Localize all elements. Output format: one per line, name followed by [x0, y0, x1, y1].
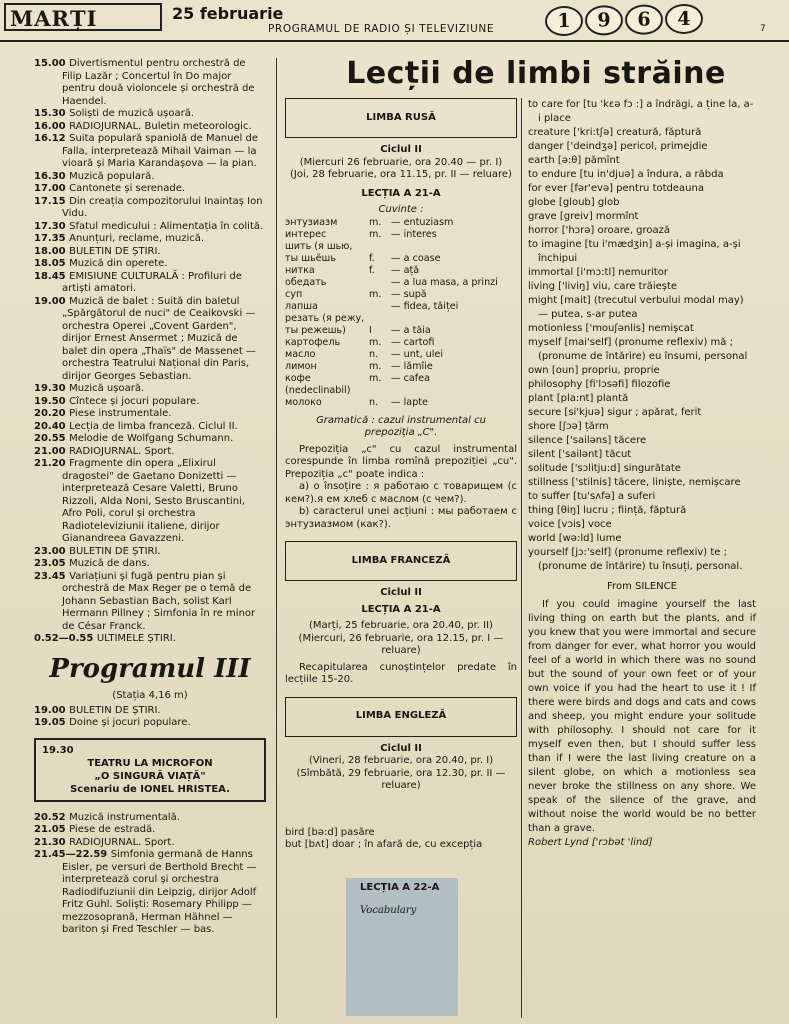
program-title: PROGRAMUL DE RADIO ȘI TELEVIZIUNE: [268, 23, 495, 35]
schedule-text: Piese de estradă.: [69, 824, 156, 835]
theatre-line: TEATRU LA MICROFON: [87, 757, 213, 769]
russian-cycle: Ciclul II: [380, 144, 422, 155]
vocab-cell: — a tăia: [391, 324, 431, 336]
french-schedule-rerun: (Miercuri, 26 februarie, ora 12.15, pr. I — reluare): [298, 632, 504, 656]
year-digit: 6: [625, 4, 664, 35]
schedule-entry: [34, 633, 266, 646]
schedule-time: 0.52—0.55: [34, 633, 97, 644]
schedule-time: 19.00: [34, 704, 70, 716]
vocab-cell: — cartofi: [391, 336, 435, 348]
schedule-text: Cîntece și jocuri populare.: [69, 395, 200, 407]
vocab-row: [285, 229, 517, 241]
schedule-entry: [34, 849, 266, 937]
french-cycle: Ciclul II: [380, 587, 422, 598]
vocab-row: [285, 349, 517, 361]
english-header: LIMBA ENGLEZĂ: [285, 697, 517, 737]
vocab-entry: for ever [fər'evə] pentru totdeauna: [528, 183, 704, 194]
schedule-entry: [34, 837, 266, 850]
vocab-cell: ты шьёшь: [285, 252, 336, 264]
vocab-cell: m.: [369, 288, 382, 300]
vocab-row: [285, 301, 517, 313]
vocab-cell: — cafea: [391, 372, 430, 384]
vocab-entry: to suffer [tu'sʌfə] a suferi: [528, 491, 656, 502]
vocab-cell: m.: [369, 360, 382, 372]
program-three-station: (Stația 4,16 m): [112, 689, 188, 701]
schedule-text: Suita populară spaniolă de Manuel de Falla, interpretează Mihail Vaiman — la vioară și Maria Karandașova — la pian.: [62, 133, 259, 169]
schedule-text: Piese instrumentale.: [69, 408, 172, 419]
vocab-entry: to imagine [tu i'mædʒin] a-și imagina, a-și închipui: [528, 239, 741, 264]
vocab-cell: резать (я режу,: [285, 312, 365, 324]
schedule-entry: [34, 171, 266, 184]
radio-schedule-column: [34, 58, 266, 937]
schedule-entry: [34, 558, 266, 571]
schedule-entry: [34, 458, 266, 546]
vocab-entry: bird [bə:d] pasăre: [285, 826, 375, 838]
vocab-entry: to care for [tu 'kɛə fɔ :] a îndrăgi, a ține la, a-i place: [528, 99, 754, 124]
vocab-row: [285, 373, 517, 397]
vocab-entry: immortal [i'mɔ:tl] nemuritor: [528, 267, 668, 278]
schedule-text: Muzică de balet : Suită din baletul „Spărgătorul de nuci" de Ceaikovski — orchestra Operei „Covent Garden", dirijor Ernest Ansermet ; Muzică de balet din opera „Thaïs" de Massenet — orchestra Teatrului Național din Paris, dirijor Georges Sebastian.: [62, 295, 256, 382]
vocab-cell: молоко: [285, 396, 322, 408]
schedule-text: Muzică populară.: [69, 170, 155, 182]
english-cycle: Ciclul II: [380, 742, 422, 754]
vocab-entry: stillness ['stilnis] tăcere, liniște, nemișcare: [528, 477, 741, 488]
schedule-time: 15.30: [34, 108, 70, 119]
schedule-entry: [34, 246, 266, 259]
schedule-text: Variațiuni și fugă pentru pian și orchestră de Max Reger pe o temă de Johann Sebastian Bach, solist Karl Hermann Pillney ; Simfonia în re minor de César Franck.: [62, 570, 256, 632]
schedule-entry: [34, 196, 266, 221]
vocab-cell: n.: [369, 396, 379, 408]
schedule-text: Muzică din operete.: [69, 258, 168, 269]
vocab-cell: f.: [369, 264, 375, 276]
vocab-entry: voice [vɔis] voce: [528, 519, 612, 530]
program-three-title: Programul III: [49, 653, 251, 684]
vocab-entry: to endure [tu in'djuə] a îndura, a răbda: [528, 169, 724, 180]
schedule-text: BULETIN DE ȘTIRI.: [69, 245, 161, 257]
schedule-text: ULTIMELE ȘTIRI.: [96, 633, 176, 644]
schedule-time: 15.00: [34, 58, 70, 69]
schedule-time: 21.05: [34, 824, 70, 835]
russian-header: LIMBA RUSĂ: [285, 98, 517, 138]
schedule-time: 16.30: [34, 170, 70, 182]
schedule-time: 17.15: [34, 195, 70, 207]
vocab-entry: world [wə:ld] lume: [528, 533, 622, 544]
theatre-time: 19.30: [42, 744, 74, 756]
vocab-cell: f.: [369, 252, 375, 264]
schedule-time: 20.55: [34, 433, 70, 444]
theatre-author: Scenariu de IONEL HRISTEA.: [70, 783, 230, 795]
schedule-text: RADIOJURNAL. Buletin meteorologic.: [69, 120, 252, 132]
schedule-text: RADIOJURNAL. Sport.: [69, 836, 175, 848]
english-vocabulary-start: [285, 827, 517, 852]
schedule-entry: [34, 433, 266, 446]
date-label: 25 februarie: [172, 4, 284, 23]
schedule-time: 17.35: [34, 233, 70, 244]
vocab-row: [285, 397, 517, 409]
schedule-time: 18.45: [34, 270, 70, 282]
vocab-row: [285, 313, 517, 325]
schedule-entry: [34, 133, 266, 171]
french-note: Recapitularea cunoștințelor predate în lecțiile 15-20.: [285, 661, 517, 685]
english-schedule-rerun: (Sîmbătă, 29 februarie, ora 12.30, pr. II — reluare): [296, 767, 506, 791]
schedule-text: Sfatul medicului : Alimentația în colită.: [69, 220, 264, 232]
schedule-entry: [34, 296, 266, 384]
schedule-text: Lecția de limba franceză. Ciclul II.: [69, 420, 238, 432]
vocab-entry: danger ['deindʒə] pericol, primejdie: [528, 141, 708, 152]
vocab-entry: silence ['sailəns] tăcere: [528, 435, 647, 446]
essay-title: From SILENCE: [607, 581, 677, 592]
schedule-text: Muzică instrumentală.: [69, 811, 180, 823]
vocab-cell: — supă: [391, 288, 427, 300]
schedule-time: 23.00: [34, 545, 70, 557]
program-three-list-after: [34, 812, 266, 937]
vocab-entry: myself [mai'self] (pronume reflexiv) mă ; (pronume de întărire) eu însumi, personal: [528, 337, 748, 362]
page-header: [0, 0, 789, 42]
vocab-cell: нитка: [285, 264, 315, 276]
english-vocabulary-column: [528, 98, 756, 850]
schedule-text: Cantonete și serenade.: [69, 183, 186, 194]
french-lesson: LECȚIA A 21-A: [361, 603, 441, 615]
vocab-entry: living ['liviŋ] viu, care trăiește: [528, 281, 678, 292]
lessons-column: [285, 58, 517, 852]
vocab-entry: motionless ['mouʃənlis] nemișcat: [528, 323, 694, 334]
schedule-text: Melodie de Wolfgang Schumann.: [69, 433, 234, 444]
schedule-entry: [34, 58, 266, 108]
year-digit: 9: [585, 5, 624, 36]
russian-schedule-rerun: (Joi, 28 februarie, ora 11.15, pr. II — reluare): [290, 169, 512, 180]
vocab-entry: horror ['hɔrə] oroare, groază: [528, 225, 671, 236]
schedule-entry: [34, 717, 266, 730]
schedule-text: RADIOJURNAL. Sport.: [69, 445, 175, 457]
vocab-cell: — lămîie: [391, 360, 433, 372]
schedule-time: 17.00: [34, 183, 70, 194]
schedule-entry: [34, 571, 266, 634]
schedule-entry: [34, 421, 266, 434]
day-label: MARȚI: [4, 3, 162, 31]
column-divider: [276, 58, 277, 1018]
vocab-cell: суп: [285, 288, 303, 300]
schedule-entry: [34, 705, 266, 718]
essay-text: If you could imagine yourself the last living thing on earth but the plants, and if you knew that you were immortal and secure from danger for ever, what horror you would feel of a world in which there was no sound but the sound of your own feet or of your own voice if you had the heart to use it ! If there were birds and dogs and cats and cows and sheep, you might endure your solitude with philosophy. I should not care for it myself even then, but I should suffer less than if I were the last living creature on a silent globe, on which a motionless sea never broke the stillness on any shore. We speak of the silence of the grave, and without noise the world would be no better than a grave.: [528, 599, 756, 834]
schedule-text: Doine și jocuri populare.: [69, 717, 191, 728]
vocab-entry: earth [ə:θ] pămînt: [528, 155, 620, 166]
vocab-cell: — a lua masa, a prinzi: [391, 276, 498, 288]
vocab-cell: лимон: [285, 360, 317, 372]
english-lesson: LECȚIA A 22-A: [360, 882, 440, 893]
vocab-cell: — ață: [391, 264, 420, 276]
schedule-entry: [34, 812, 266, 825]
vocab-entry: globe [gloub] glob: [528, 197, 620, 208]
russian-words-title: Cuvinte :: [378, 204, 424, 215]
vocab-cell: m.: [369, 336, 382, 348]
vocab-cell: [369, 241, 391, 253]
french-header: LIMBA FRANCEZĂ: [285, 541, 517, 581]
schedule-entry: [34, 408, 266, 421]
schedule-time: 16.12: [34, 133, 70, 144]
vocab-row: [285, 289, 517, 301]
vocab-entry: might [mait] (trecutul verbului modal may) — putea, s-ar putea: [528, 295, 744, 320]
vocab-entry: solitude ['sɔlitju:d] singurătate: [528, 463, 681, 474]
schedule-time: 16.00: [34, 120, 70, 132]
russian-lesson: LECȚIA A 21-A: [361, 187, 441, 199]
vocab-row: [285, 337, 517, 349]
vocab-row: [285, 361, 517, 373]
schedule-time: 21.30: [34, 836, 70, 848]
russian-grammar-text: Prepoziția „c" cu cazul instrumental corespunde în limba romînă prepoziției „cu". Prepoziția „c" poate indica :: [285, 443, 517, 480]
page-number: 7: [760, 24, 766, 34]
vocab-entry: yourself [jɔ:'self] (pronume reflexiv) te ; (pronume de întărire) tu însuți, personal.: [528, 547, 743, 572]
vocab-cell: энтузиазм: [285, 216, 338, 228]
vocab-cell: — entuziasm: [391, 216, 454, 228]
vocab-entry: creature ['kri:tʃə] creatură, făptură: [528, 127, 702, 138]
theatre-box: [34, 738, 266, 802]
vocab-cell: — lapte: [391, 396, 428, 408]
schedule-entry: [34, 221, 266, 234]
vocab-cell: m.: [369, 228, 382, 240]
schedule-time: 20.20: [34, 408, 70, 419]
vocab-cell: [369, 313, 391, 325]
vocab-row: [285, 277, 517, 289]
schedule-text: EMISIUNE CULTURALĂ : Profiluri de artiști amatori.: [62, 270, 242, 294]
schedule-time: 19.30: [34, 383, 70, 394]
schedule-text: Muzică de dans.: [69, 558, 150, 569]
schedule-time: 21.20: [34, 458, 70, 469]
schedule-entry: [34, 383, 266, 396]
vocab-cell: [369, 277, 391, 289]
schedule-entry: [34, 121, 266, 134]
vocab-cell: [369, 301, 391, 313]
essay-author: Robert Lynd ['rɔbət 'lind]: [528, 837, 653, 848]
vocab-cell: картофель: [285, 336, 341, 348]
schedule-entry: [34, 546, 266, 559]
vocab-cell: — interes: [391, 228, 437, 240]
english-vocabulary: [528, 98, 756, 574]
program-three-list: [34, 705, 266, 730]
vocab-row: [285, 241, 517, 253]
schedule-time: 18.00: [34, 245, 70, 257]
russian-grammar-b: b) caracterul unei acțiuni : мы работаем с энтузиазмом (как?).: [285, 506, 517, 530]
schedule-text: Muzică ușoară.: [69, 383, 145, 394]
year-digit: 4: [665, 4, 704, 35]
schedule-time: 20.40: [34, 420, 70, 432]
vocab-entry: philosophy [fi'lɔsəfi] filozofie: [528, 379, 671, 390]
schedule-entry: [34, 271, 266, 296]
vocab-row: [285, 265, 517, 277]
vocab-entry: shore [ʃɔə] țărm: [528, 421, 609, 432]
vocab-cell: m.: [369, 216, 382, 228]
vocab-cell: лапша: [285, 300, 318, 312]
schedule-text: Soliști de muzică ușoară.: [69, 108, 195, 119]
schedule-time: 18.05: [34, 258, 70, 269]
schedule-text: Din creația compozitorului Inaintaș Ion Vidu.: [62, 195, 263, 219]
vocab-entry: grave [greiv] mormînt: [528, 211, 639, 222]
vocab-entry: thing [θiŋ] lucru ; ființă, făptură: [528, 505, 687, 516]
schedule-entry: [34, 108, 266, 121]
russian-grammar-a: a) o însoțire : я работаю с товарищем (с кем?).я ем хлеб с маслом (с чем?).: [285, 481, 517, 505]
vocab-row: [285, 217, 517, 229]
vocab-cell: — a coase: [391, 252, 441, 264]
vocab-row: [285, 253, 517, 265]
vocab-cell: кофе (nedeclinabil): [285, 372, 351, 396]
vocab-cell: n.: [369, 348, 379, 360]
vocab-entry: silent ['sailənt] tăcut: [528, 449, 632, 460]
schedule-list: [34, 58, 266, 646]
russian-vocabulary: [285, 217, 517, 409]
schedule-entry: [34, 258, 266, 271]
year-digit: 1: [545, 6, 584, 37]
russian-grammar-title: Gramatică : cazul instrumental cu prepoziția „C".: [316, 414, 486, 438]
schedule-entry: [34, 183, 266, 196]
column-divider: [521, 98, 522, 1018]
schedule-text: Fragmente din opera „Elixirul dragostei" de Gaetano Donizetti — interpretează Cesare Valetti, Bruno Rizzoli, Alda Noni, Sesto Bruscantini, Afro Poli, corul și orchestra Radioteleviziunii italiene, dirijor Gianandreea Gavazzeni.: [62, 458, 246, 544]
schedule-text: Divertismentul pentru orchestră de Filip Lazăr ; Concertul în Do major pentru două violoncele și orchestră de Haendel.: [62, 58, 255, 107]
vocab-cell: — fidea, tăiței: [391, 300, 459, 312]
russian-schedule: (Miercuri 26 februarie, ora 20.40 — pr. I): [299, 156, 503, 168]
vocab-entry: plant [pla:nt] plantă: [528, 393, 629, 404]
vocab-cell: ты режешь): [285, 324, 346, 336]
schedule-time: 19.00: [34, 295, 70, 307]
vocab-cell: — unt, ulei: [391, 348, 443, 360]
vocab-entry: own [oun] propriu, proprie: [528, 365, 660, 376]
vocab-cell: I: [369, 324, 372, 336]
vocab-cell: интерес: [285, 228, 327, 240]
schedule-entry: [34, 396, 266, 409]
schedule-text: BULETIN DE ȘTIRI.: [69, 545, 161, 557]
schedule-text: Anunțuri, reclame, muzică.: [69, 233, 205, 244]
schedule-text: Simfonia germană de Hanns Eisler, pe versuri de Berthold Brecht — interpretează corul și orchestra Radiodifuziunii din Leipzig, dirijor Adolf Fritz Guhl. Soliști: Rosemary Philipp — mezzosoprană, Herman Hähnel — bariton și Fred Teschler — bas.: [62, 849, 257, 935]
schedule-time: 19.05: [34, 717, 70, 728]
french-schedule: (Marți, 25 februarie, ora 20.40, pr. II): [309, 620, 493, 631]
vocab-row: [285, 325, 517, 337]
english-schedule: (Vineri, 28 februarie, ora 20.40, pr. I): [308, 755, 494, 766]
schedule-time: 17.30: [34, 220, 70, 232]
schedule-entry: [34, 446, 266, 459]
schedule-time: 19.50: [34, 395, 70, 407]
vocab-cell: шить (я шью,: [285, 240, 353, 252]
english-vocab-title: Vocabulary: [360, 905, 417, 916]
schedule-time: 21.00: [34, 445, 70, 457]
theatre-title: „O SINGURĂ VIAȚĂ": [94, 770, 206, 782]
year-stamp: [545, 4, 703, 37]
schedule-entry: [34, 824, 266, 837]
schedule-text: BULETIN DE ȘTIRI.: [69, 704, 161, 716]
schedule-time: 20.52: [34, 811, 70, 823]
vocab-cell: m.: [369, 372, 382, 384]
vocab-entry: but [bʌt] doar ; în afară de, cu excepția: [285, 839, 483, 850]
schedule-time: 23.05: [34, 558, 70, 569]
schedule-time: 23.45: [34, 570, 70, 582]
vocab-cell: масло: [285, 348, 316, 360]
schedule-time: 21.45—22.59: [34, 849, 111, 860]
schedule-entry: [34, 233, 266, 246]
page-title: Lecții de limbi străine: [346, 56, 726, 91]
vocab-cell: [391, 241, 517, 253]
vocab-entry: secure [si'kjuə] sigur ; apărat, ferit: [528, 407, 702, 418]
vocab-cell: обедать: [285, 276, 327, 288]
blue-overlay-label: [346, 878, 458, 1016]
vocab-cell: [391, 313, 517, 325]
